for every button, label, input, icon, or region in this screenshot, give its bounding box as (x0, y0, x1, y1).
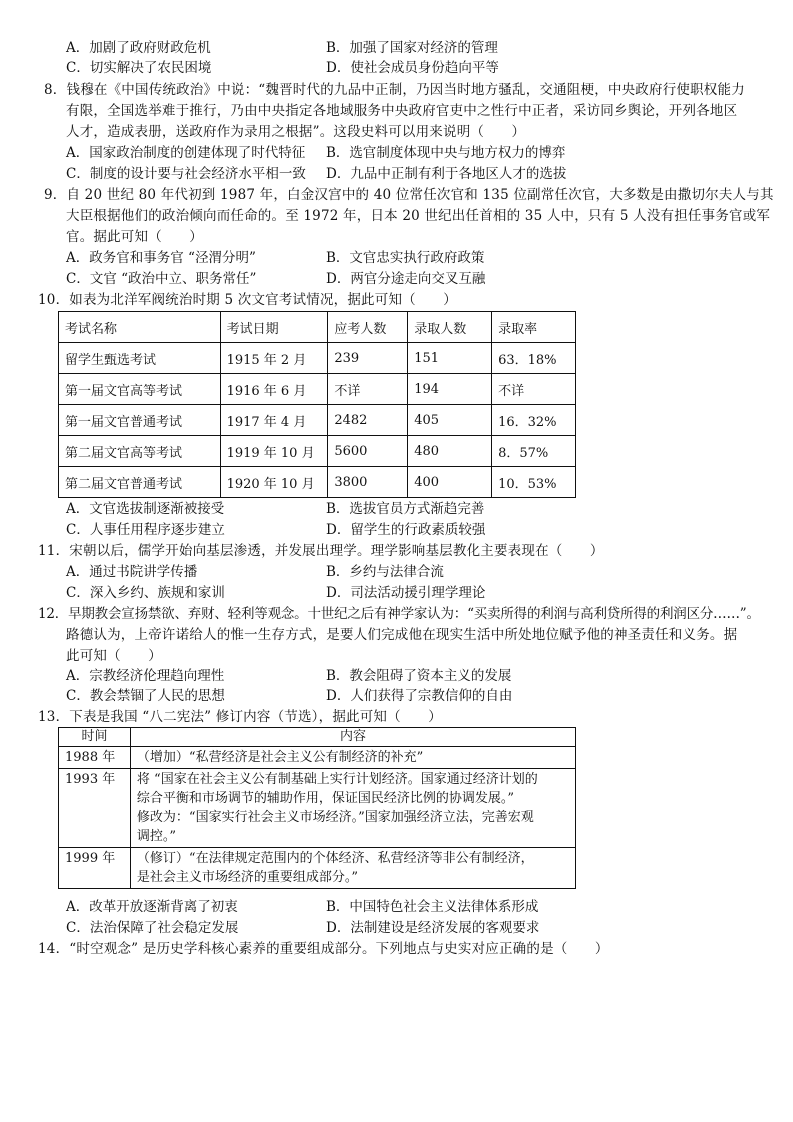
q9-stem-line1: 9．自 20 世纪 80 年代初到 1987 年，白金汉宫中的 40 位常任次官和 135 位副常任次官，大多数是由撒切尔夫人与其 (44, 187, 774, 203)
table-cell: 第一届文官高等考试 (59, 374, 221, 405)
table-row (59, 747, 576, 769)
q11-option-c: C．深入乡约、族规和家训 (66, 585, 225, 601)
q8-option-a: A．国家政治制度的创建体现了时代特征 (66, 145, 306, 161)
table-cell: 3800 (328, 467, 408, 498)
table-cell: 1919 年 10 月 (220, 436, 328, 467)
table-row (59, 467, 576, 498)
table-cell: 239 (328, 343, 408, 374)
table-cell: 480 (408, 436, 492, 467)
table-row (59, 436, 576, 467)
table-cell: 400 (408, 467, 492, 498)
q8-stem-line2: 有限，全国选举难于推行，乃由中央指定各地域服务中央政府官吏中之性行中正者，采访同乡舆论，开列各地区 (66, 103, 738, 119)
q9-option-a: A．政务官和事务官 “泾渭分明” (66, 250, 256, 266)
table-cell: 第二届文官普通考试 (59, 467, 221, 498)
q13-option-a: A．改革开放逐渐背离了初衷 (66, 899, 238, 915)
table-cell: 2482 (328, 405, 408, 436)
table-cell: 8．57% (492, 436, 576, 467)
column-header: 内容 (130, 728, 575, 747)
q12-stem-line3: 此可知（ ） (66, 648, 162, 664)
q7-option-c: C．切实解决了农民困境 (66, 60, 212, 76)
q12-option-a: A．宗教经济伦理趋向理性 (66, 668, 225, 684)
table-cell: 63．18% (492, 343, 576, 374)
q8-option-b: B．选官制度体现中央与地方权力的博弈 (326, 145, 566, 161)
column-header: 录取人数 (408, 312, 492, 343)
q9-stem-line2: 大臣根据他们的政治倾向而任命的。至 1972 年，日本 20 世纪出任首相的 35 人中，只有 5 人没有担任事务官或军 (66, 208, 771, 224)
table-cell-content (130, 747, 575, 769)
q13-option-b: B．中国特色社会主义法律体系形成 (326, 899, 539, 915)
q14-stem-line1: 14．“时空观念” 是历史学科核心素养的重要组成部分。下列地点与史实对应正确的是（ ） (38, 941, 609, 957)
content-line: （增加）“私营经济是社会主义公有制经济的补充” (136, 750, 424, 765)
table-cell: 不详 (492, 374, 576, 405)
q12-option-b: B．教会阻碍了资本主义的发展 (326, 668, 512, 684)
content-line: 是社会主义市场经济的重要组成部分。” (136, 870, 359, 885)
table-cell: 194 (408, 374, 492, 405)
q9-option-d: D．两官分途走向交叉互融 (326, 271, 486, 287)
q12-stem-line2: 路德认为，上帝许诺给人的惟一生存方式，是要人们完成他在现实生活中所处地位赋予他的神圣责任和义务。据 (66, 627, 738, 643)
q11-option-a: A．通过书院讲学传播 (66, 564, 198, 580)
table-row (59, 769, 576, 848)
q10-option-b: B．选拔官员方式渐趋完善 (326, 501, 485, 517)
q9-stem-line3: 官。据此可知（ ） (66, 229, 203, 245)
table-row (59, 848, 576, 889)
table-cell: 10．53% (492, 467, 576, 498)
q8-option-c: C．制度的设计要与社会经济水平相一致 (66, 166, 306, 182)
q13-option-c: C．法治保障了社会稳定发展 (66, 920, 239, 936)
q12-option-d: D．人们获得了宗教信仰的自由 (326, 688, 513, 704)
content-line: 调控。” (136, 829, 177, 844)
q10-exam-table (58, 311, 576, 498)
table-cell: 1917 年 4 月 (220, 405, 328, 436)
table-cell: 第二届文官高等考试 (59, 436, 221, 467)
q13-stem-line1: 13．下表是我国 “八二宪法” 修订内容（节选），据此可知（ ） (38, 709, 442, 725)
table-header-row (59, 312, 576, 343)
q8-stem-line3: 人才，造成表册，送政府作为录用之根据”。这段史料可以用来说明（ ） (66, 124, 526, 140)
q9-option-c: C．文官 “政治中立、职务常任” (66, 271, 257, 287)
table-cell: 16．32% (492, 405, 576, 436)
table-cell-year: 1993 年 (59, 769, 131, 848)
q12-stem-line1: 12．早期教会宣扬禁欲、弃财、轻利等观念。十世纪之后有神学家认为：“买卖所得的利润与高利贷所得的利润区分……”。 (38, 606, 760, 622)
q12-option-c: C．教会禁锢了人民的思想 (66, 688, 225, 704)
q10-option-c: C．人事任用程序逐步建立 (66, 522, 225, 538)
q13-option-d: D．法制建设是经济发展的客观要求 (326, 920, 540, 936)
column-header: 时间 (59, 728, 131, 747)
q7-option-a: A．加剧了政府财政危机 (66, 40, 211, 56)
table-cell-year: 1999 年 (59, 848, 131, 889)
table-cell: 151 (408, 343, 492, 374)
table-cell: 不详 (328, 374, 408, 405)
q10-option-a: A．文官选拔制逐渐被接受 (66, 501, 225, 517)
table-row (59, 405, 576, 436)
column-header: 应考人数 (328, 312, 408, 343)
table-header-row (59, 728, 576, 747)
column-header: 录取率 (492, 312, 576, 343)
table-cell: 第一届文官普通考试 (59, 405, 221, 436)
q8-option-d: D．九品中正制有利于各地区人才的选拔 (326, 166, 567, 182)
q10-stem-line1: 10．如表为北洋军阀统治时期 5 次文官考试情况，据此可知（ ） (38, 292, 457, 308)
q10-option-d: D．留学生的行政素质较强 (326, 522, 486, 538)
table-cell: 1916 年 6 月 (220, 374, 328, 405)
q11-option-d: D．司法活动援引理学理论 (326, 585, 486, 601)
q7-option-d: D．使社会成员身份趋向平等 (326, 60, 499, 76)
table-cell: 5600 (328, 436, 408, 467)
table-cell: 1920 年 10 月 (220, 467, 328, 498)
table-cell-content (130, 848, 575, 889)
q11-stem-line1: 11．宋朝以后，儒学开始向基层渗透，并发展出理学。理学影响基层教化主要表现在（ ） (38, 543, 604, 559)
q9-option-b: B．文官忠实执行政府政策 (326, 250, 485, 266)
table-cell: 留学生甄选考试 (59, 343, 221, 374)
q7-option-b: B．加强了国家对经济的管理 (326, 40, 498, 56)
content-line: 将 “国家在社会主义公有制基础上实行计划经济。国家通过经济计划的 (136, 772, 538, 787)
content-line: 综合平衡和市场调节的辅助作用，保证国民经济比例的协调发展。” (136, 791, 515, 806)
q13-constitution-table (58, 727, 576, 889)
table-row (59, 343, 576, 374)
content-line: （修订）“在法律规定范围内的个体经济、私营经济等非公有制经济， (136, 851, 534, 866)
q11-option-b: B．乡约与法律合流 (326, 564, 444, 580)
column-header: 考试名称 (59, 312, 221, 343)
table-cell-year: 1988 年 (59, 747, 131, 769)
content-line: 修改为：“国家实行社会主义市场经济。”国家加强经济立法，完善宏观 (136, 810, 534, 825)
table-cell: 1915 年 2 月 (220, 343, 328, 374)
q8-stem-line1: 8．钱穆在《中国传统政治》中说：“魏晋时代的九品中正制，乃因当时地方骚乱，交通阻梗，中央政府行使职权能力 (44, 82, 745, 98)
column-header: 考试日期 (220, 312, 328, 343)
table-row (59, 374, 576, 405)
table-cell: 405 (408, 405, 492, 436)
table-cell-content (130, 769, 575, 848)
